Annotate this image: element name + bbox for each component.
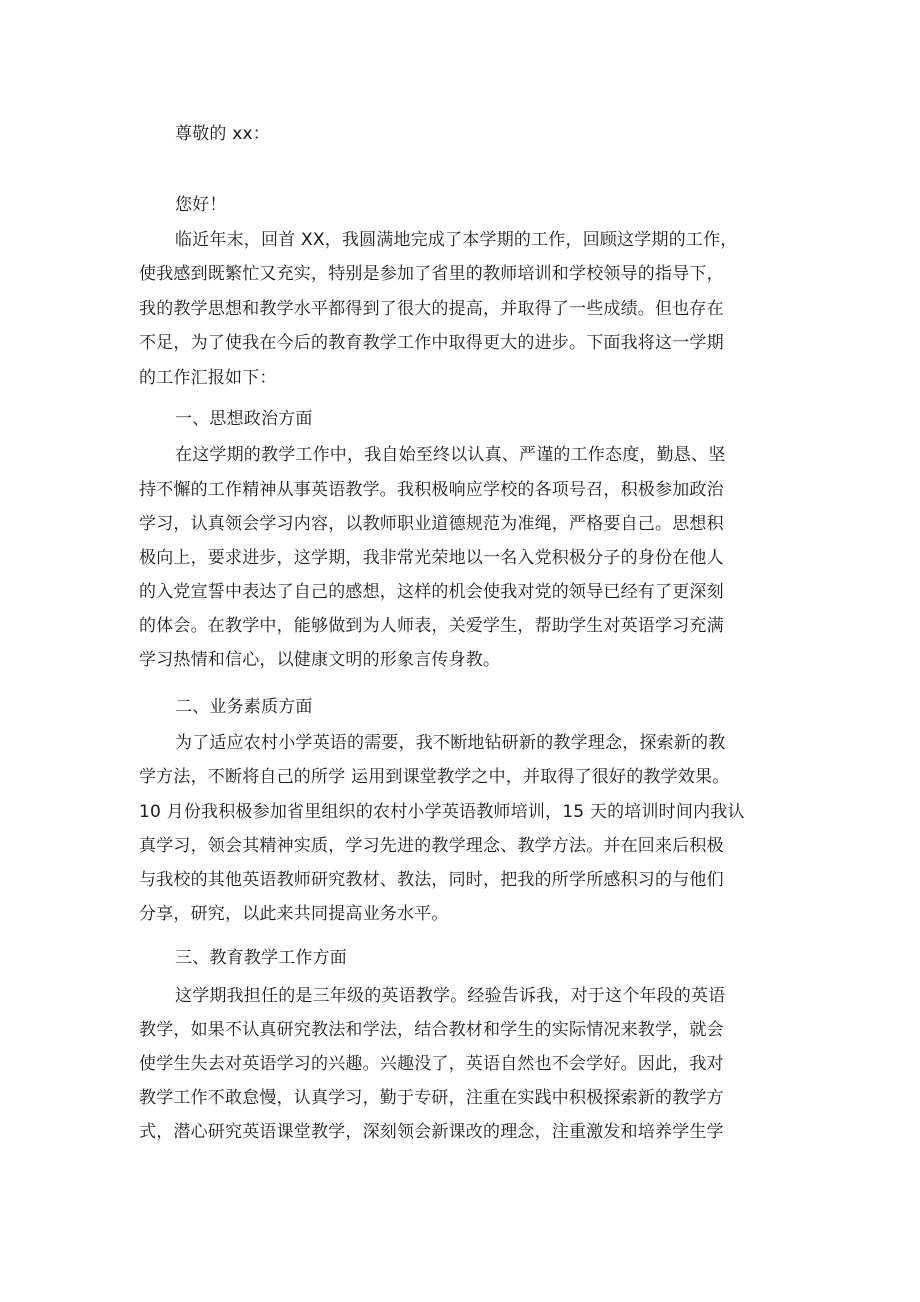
paragraph-line: 极向上，要求进步，这学期，我非常光荣地以一名入党积极分子的身份在他人 [139, 548, 724, 568]
paragraph-line: 10 月份我积极参加省里组织的农村小学英语教师培训，15 天的培训时间内我认 [139, 802, 745, 822]
section-heading: 二、业务素质方面 [175, 697, 313, 717]
paragraph-line: 的体会。在教学中，能够做到为人师表，关爱学生，帮助学生对英语学习充满 [139, 616, 724, 636]
paragraph-line: 不足，为了使我在今后的教育教学工作中取得更大的进步。下面我将这一学期 [139, 333, 724, 353]
paragraph-line: 在这学期的教学工作中，我自始至终以认真、严谨的工作态度，勤恳、坚 [175, 445, 726, 465]
paragraph-line: 与我校的其他英语教师研究教材、教法，同时，把我的所学所感积习的与他们 [139, 870, 724, 890]
paragraph-line: 教学工作不敢怠慢，认真学习，勤于专研，注重在实践中积极探索新的教学方 [139, 1088, 724, 1108]
greeting: 您好！ [175, 195, 227, 215]
paragraph-line: 临近年末，回首 XX，我圆满地完成了本学期的工作，回顾这学期的工作， [175, 230, 738, 250]
paragraph-line: 学习热情和信心，以健康文明的形象言传身教。 [139, 650, 501, 670]
section-heading: 三、教育教学工作方面 [175, 948, 347, 968]
paragraph-line: 分享，研究，以此来共同提高业务水平。 [139, 904, 449, 924]
paragraph-line: 持不懈的工作精神从事英语教学。我积极响应学校的各项号召，积极参加政治 [139, 480, 724, 500]
paragraph-line: 学方法，不断将自己的所学 运用到课堂教学之中，并取得了很好的教学效果。 [139, 767, 730, 787]
salutation: 尊敬的 xx： [175, 124, 270, 144]
paragraph-line: 使我感到既繁忙又充实，特别是参加了省里的教师培训和学校领导的指导下， [139, 264, 724, 284]
paragraph-line: 式，潜心研究英语课堂教学，深刻领会新课改的理念，注重激发和培养学生学 [139, 1122, 724, 1142]
paragraph-line: 为了适应农村小学英语的需要，我不断地钻研新的教学理念，探索新的教 [175, 733, 726, 753]
paragraph-line: 学习，认真领会学习内容，以教师职业道德规范为准绳，严格要自己。思想积 [139, 514, 724, 534]
paragraph-line: 这学期我担任的是三年级的英语教学。经验告诉我，对于这个年段的英语 [175, 986, 726, 1006]
paragraph-line: 我的教学思想和教学水平都得到了很大的提高，并取得了一些成绩。但也存在 [139, 299, 724, 319]
paragraph-line: 教学，如果不认真研究教法和学法，结合教材和学生的实际情况来教学，就会 [139, 1020, 724, 1040]
paragraph-line: 的入党宣誓中表达了自己的感想，这样的机会使我对党的领导已经有了更深刻 [139, 582, 724, 602]
paragraph-line: 使学生失去对英语学习的兴趣。兴趣没了，英语自然也不会学好。因此，我对 [139, 1054, 724, 1074]
section-heading: 一、思想政治方面 [175, 409, 313, 429]
paragraph-line: 真学习，领会其精神实质，学习先进的教学理念、教学方法。并在回来后积极 [139, 836, 724, 856]
paragraph-line: 的工作汇报如下： [139, 368, 277, 388]
